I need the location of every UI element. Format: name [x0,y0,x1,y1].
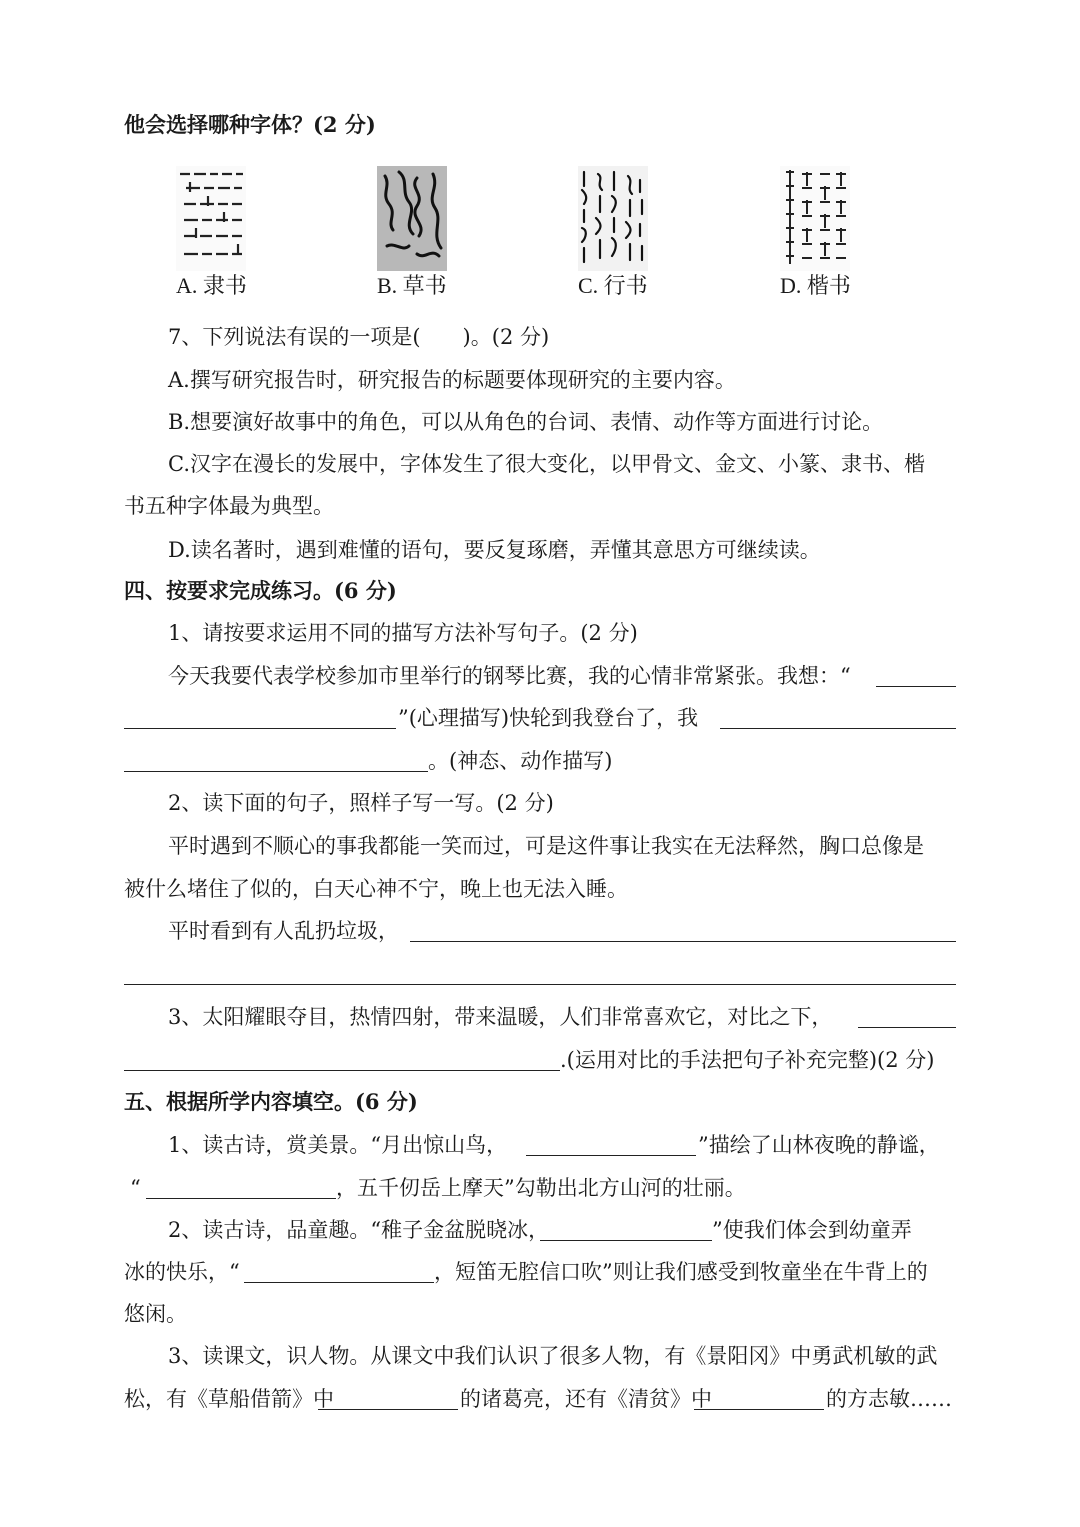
answer-blank[interactable] [124,728,396,729]
option-a-label: A. 隶书 [176,273,247,298]
s5-q2-line2b: ，短笛无腔信口吹”则让我们感受到牧童坐在牛背上的 [434,1260,928,1284]
answer-blank[interactable] [124,1070,560,1071]
answer-blank[interactable] [124,771,428,772]
s5-q3-line1: 3、读课文，识人物。从课文中我们认识了很多人物，有《景阳冈》中勇武机敏的武 [168,1344,938,1368]
answer-blank[interactable] [410,941,956,942]
section-4-title: 四、按要求完成练习。(6 分) [124,578,397,603]
s4-q2-line3: 平时看到有人乱扔垃圾， [168,919,399,943]
s5-q3-line2b: 的诸葛亮，还有《清贫》中 [460,1387,712,1411]
s5-q1-line2a: “ [130,1176,141,1200]
s5-q1-line1a: 1、读古诗，赏美景。“月出惊山鸟， [168,1133,508,1157]
answer-blank[interactable] [526,1155,696,1156]
q7-option-d: D.读名著时，遇到难懂的语句，要反复琢磨，弄懂其意思方可继续读。 [168,538,821,562]
answer-blank[interactable] [244,1282,434,1283]
s4-q1-stem: 1、请按要求运用不同的描写方法补写句子。(2 分) [168,621,638,645]
lishu-sample-image [176,166,246,271]
answer-blank[interactable] [124,984,956,985]
q7-stem: 7、下列说法有误的一项是( )。(2 分) [168,325,550,349]
s5-q3-line2a: 松，有《草船借箭》中 [124,1387,334,1411]
answer-blank[interactable] [876,686,956,687]
option-b-label: B. 草书 [377,273,447,298]
s5-q3-line2c: 的方志敏…… [826,1387,952,1411]
s4-q1-line2: ”(心理描写)快轮到我登台了，我 [398,706,699,730]
answer-blank[interactable] [720,728,956,729]
s4-q3-line2: .(运用对比的手法把句子补充完整)(2 分) [560,1048,935,1072]
s4-q2-line2: 被什么堵住了似的，白天心神不宁，晚上也无法入睡。 [124,877,628,901]
answer-blank[interactable] [858,1027,956,1028]
s4-q3-line1: 3、太阳耀眼夺目，热情四射，带来温暖，人们非常喜欢它，对比之下， [168,1005,833,1029]
s4-q1-line1: 今天我要代表学校参加市里举行的钢琴比赛，我的心情非常紧张。我想：“ [168,664,851,688]
s5-q1-line1b: ”描绘了山林夜晚的静谧， [698,1133,940,1157]
s4-q2-stem: 2、读下面的句子，照样子写一写。(2 分) [168,791,554,815]
section-5-title: 五、根据所学内容填空。(6 分) [124,1089,418,1114]
q6-stem: 他会选择哪种字体？(2 分) [124,112,376,137]
s4-q2-line1: 平时遇到不顺心的事我都能一笑而过，可是这件事让我实在无法释然，胸口总像是 [168,834,924,858]
caoshu-sample-image [377,166,447,271]
option-c-label: C. 行书 [578,273,648,298]
s5-q1-line2b: ，五千仞岳上摩天”勾勒出北方山河的壮丽。 [336,1176,746,1200]
xingshu-sample-image [578,166,648,271]
answer-blank[interactable] [146,1198,336,1199]
q7-option-a: A.撰写研究报告时，研究报告的标题要体现研究的主要内容。 [168,368,736,392]
q7-option-c-line1: C.汉字在漫长的发展中，字体发生了很大变化，以甲骨文、金文、小篆、隶书、楷 [168,452,925,476]
answer-blank[interactable] [540,1240,712,1241]
s5-q2-line1a: 2、读古诗，品童趣。“稚子金盆脱晓冰， [168,1218,550,1242]
option-d-label: D. 楷书 [780,273,851,298]
q7-option-c-line2: 书五种字体最为典型。 [124,494,334,518]
s4-q1-line3: 。(神态、动作描写) [428,749,613,773]
answer-blank[interactable] [318,1409,458,1410]
kaishu-sample-image [780,166,850,271]
s5-q2-line3: 悠闲。 [124,1302,187,1326]
answer-blank[interactable] [694,1409,824,1410]
s5-q2-line1b: ”使我们体会到幼童弄 [712,1218,912,1242]
q7-option-b: B.想要演好故事中的角色，可以从角色的台词、表情、动作等方面进行讨论。 [168,410,884,434]
s5-q2-line2a: 冰的快乐，“ [124,1260,240,1284]
